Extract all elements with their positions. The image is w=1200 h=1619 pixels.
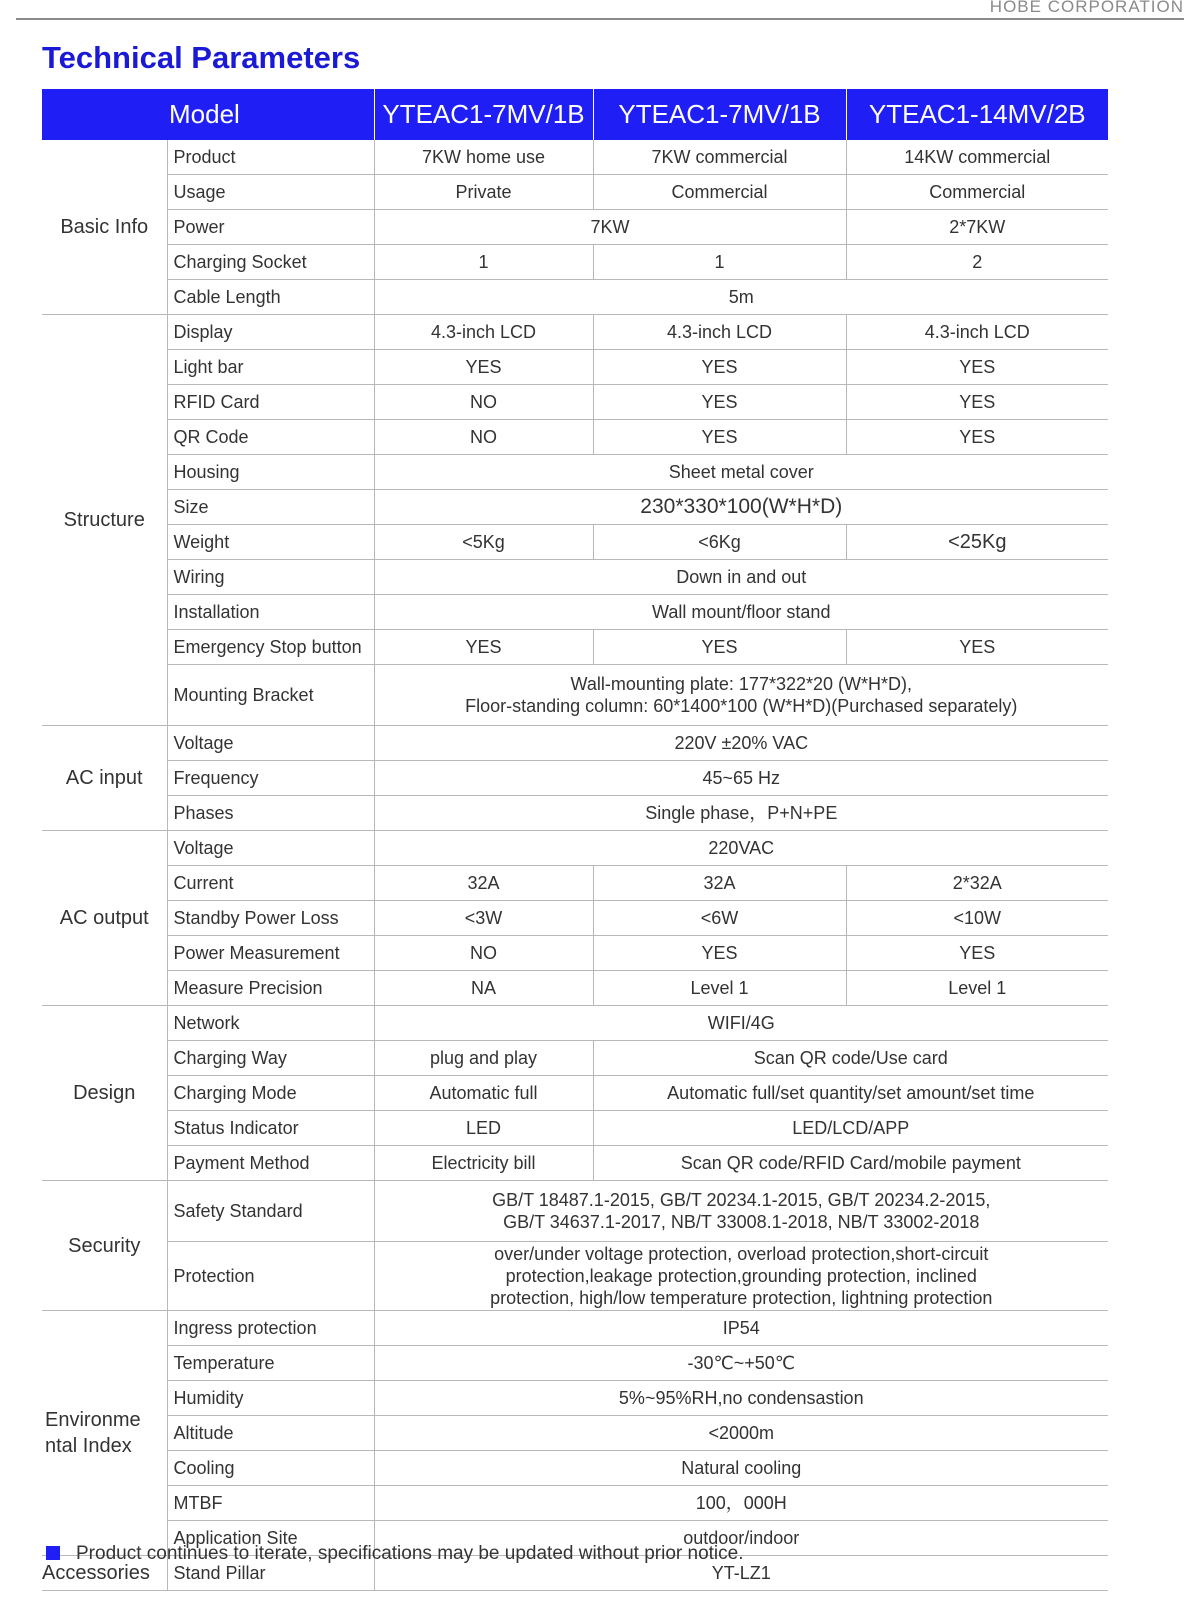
param-label: Measure Precision [167, 971, 374, 1006]
value-cell: Scan QR code/RFID Card/mobile payment [593, 1146, 1108, 1181]
value-cell: Electricity bill [374, 1146, 593, 1181]
table-row [42, 1006, 1108, 1041]
header-divider [16, 18, 1184, 20]
value-cell: Automatic full/set quantity/set amount/set time [593, 1076, 1108, 1111]
value-cell: Natural cooling [374, 1451, 1108, 1486]
table-row [42, 901, 1108, 936]
category-label: AC input [42, 726, 167, 831]
value-cell: 7KW home use [374, 140, 593, 175]
table-row [42, 490, 1108, 525]
table-row [42, 726, 1108, 761]
value-cell: Sheet metal cover [374, 455, 1108, 490]
table-row [42, 630, 1108, 665]
value-cell: 100，000H [374, 1486, 1108, 1521]
param-label: Light bar [167, 350, 374, 385]
value-cell: 4.3-inch LCD [593, 315, 846, 350]
table-row [42, 525, 1108, 560]
value-cell: Private [374, 175, 593, 210]
param-label: Installation [167, 595, 374, 630]
param-label: Protection [167, 1242, 374, 1311]
param-label: Safety Standard [167, 1181, 374, 1242]
param-label: Power Measurement [167, 936, 374, 971]
value-cell: YES [846, 936, 1108, 971]
value-cell: 32A [374, 866, 593, 901]
value-line: protection,leakage protection,grounding protection, inclined [505, 1266, 977, 1286]
table-row [42, 1486, 1108, 1521]
value-cell: YES [846, 385, 1108, 420]
value-cell: YES [593, 630, 846, 665]
value-cell: outdoor/indoor [374, 1521, 1108, 1556]
value-cell: 14KW commercial [846, 140, 1108, 175]
value-cell: <5Kg [374, 525, 593, 560]
value-cell: LED/LCD/APP [593, 1111, 1108, 1146]
table-row [42, 1111, 1108, 1146]
value-cell: Automatic full [374, 1076, 593, 1111]
value-cell: -30℃~+50℃ [374, 1346, 1108, 1381]
param-label: Mounting Bracket [167, 665, 374, 726]
value-cell [374, 665, 1108, 726]
value-cell: YES [374, 630, 593, 665]
value-cell: YES [374, 350, 593, 385]
value-cell: <6W [593, 901, 846, 936]
value-cell: YES [846, 350, 1108, 385]
value-cell: NO [374, 385, 593, 420]
param-label: Charging Way [167, 1041, 374, 1076]
category-label: Security [42, 1181, 167, 1311]
table-row [42, 831, 1108, 866]
value-cell: 220V ±20% VAC [374, 726, 1108, 761]
table-row [42, 175, 1108, 210]
value-cell: Single phase，P+N+PE [374, 796, 1108, 831]
table-row [42, 1181, 1108, 1242]
footnote-text: Product continues to iterate, specifications may be updated without prior notice. [76, 1543, 744, 1564]
value-cell: 5m [374, 280, 1108, 315]
value-cell: 2 [846, 245, 1108, 280]
table-row [42, 1451, 1108, 1486]
table-row [42, 455, 1108, 490]
header-model-3: YTEAC1-14MV/2B [846, 89, 1108, 140]
page-title: Technical Parameters [42, 40, 361, 75]
value-cell: 230*330*100(W*H*D) [374, 490, 1108, 525]
category-label: Basic Info [42, 140, 167, 315]
table-row [42, 1346, 1108, 1381]
param-label: Charging Socket [167, 245, 374, 280]
table-row [42, 280, 1108, 315]
category-label: Design [42, 1006, 167, 1181]
param-label: Emergency Stop button [167, 630, 374, 665]
brand-name: HOBE CORPORATION [989, 0, 1184, 16]
table-row [42, 385, 1108, 420]
value-line: GB/T 34637.1-2017, NB/T 33008.1-2018, NB/T 33002-2018 [503, 1212, 980, 1232]
header-model-2: YTEAC1-7MV/1B [593, 89, 846, 140]
value-cell: 5%~95%RH,no condensastion [374, 1381, 1108, 1416]
value-cell: YES [593, 936, 846, 971]
value-cell: YES [593, 350, 846, 385]
table-row [42, 1381, 1108, 1416]
param-label: Voltage [167, 831, 374, 866]
value-line: Wall-mounting plate: 177*322*20 (W*H*D), [570, 674, 913, 694]
value-cell: 1 [374, 245, 593, 280]
table-row [42, 315, 1108, 350]
category-label-line: ntal Index [45, 1435, 132, 1457]
value-cell: Down in and out [374, 560, 1108, 595]
table-row [42, 245, 1108, 280]
table-row [42, 971, 1108, 1006]
table-row [42, 1041, 1108, 1076]
category-label: Accessories [42, 1556, 167, 1591]
value-cell: <10W [846, 901, 1108, 936]
table-row [42, 595, 1108, 630]
table-row [42, 665, 1108, 726]
param-label: Standby Power Loss [167, 901, 374, 936]
table-row [42, 210, 1108, 245]
header-model-label: Model [42, 89, 374, 140]
value-line: protection, high/low temperature protection, lightning protection [490, 1288, 993, 1308]
value-cell: YES [846, 630, 1108, 665]
param-label: Network [167, 1006, 374, 1041]
param-label: Ingress protection [167, 1311, 374, 1346]
value-cell: 2*32A [846, 866, 1108, 901]
table-row [42, 796, 1108, 831]
table-header-row [42, 89, 1108, 140]
param-label: Wiring [167, 560, 374, 595]
param-label: Current [167, 866, 374, 901]
value-line: GB/T 18487.1-2015, GB/T 20234.1-2015, GB/T 20234.2-2015, [492, 1190, 991, 1210]
table-row [42, 140, 1108, 175]
table-row [42, 761, 1108, 796]
param-label: Housing [167, 455, 374, 490]
value-cell: NA [374, 971, 593, 1006]
table-row [42, 866, 1108, 901]
value-cell: 7KW commercial [593, 140, 846, 175]
category-label: AC output [42, 831, 167, 1006]
value-cell: YT-LZ1 [374, 1556, 1108, 1591]
value-cell: 1 [593, 245, 846, 280]
value-cell: <6Kg [593, 525, 846, 560]
param-label: Cable Length [167, 280, 374, 315]
value-cell: NO [374, 420, 593, 455]
param-label: Usage [167, 175, 374, 210]
value-cell: 7KW [374, 210, 846, 245]
value-cell: 45~65 Hz [374, 761, 1108, 796]
header-model-1: YTEAC1-7MV/1B [374, 89, 593, 140]
param-label: Temperature [167, 1346, 374, 1381]
table-row [42, 1242, 1108, 1311]
value-cell: 2*7KW [846, 210, 1108, 245]
value-cell [374, 1242, 1108, 1311]
square-bullet-icon [46, 1546, 60, 1560]
table-row [42, 1076, 1108, 1111]
table-row [42, 1311, 1108, 1346]
value-cell: YES [593, 420, 846, 455]
value-cell: Level 1 [593, 971, 846, 1006]
param-label: Cooling [167, 1451, 374, 1486]
param-label: Size [167, 490, 374, 525]
value-line: over/under voltage protection, overload protection,short-circuit [494, 1244, 989, 1264]
category-label: Structure [42, 315, 167, 726]
value-cell: 220VAC [374, 831, 1108, 866]
param-label: Frequency [167, 761, 374, 796]
param-label: Power [167, 210, 374, 245]
category-label-line: Environme [45, 1409, 141, 1431]
value-cell: Scan QR code/Use card [593, 1041, 1108, 1076]
value-cell: IP54 [374, 1311, 1108, 1346]
value-cell: <25Kg [846, 525, 1108, 560]
param-label: Altitude [167, 1416, 374, 1451]
value-line: Floor-standing column: 60*1400*100 (W*H*D)(Purchased separately) [465, 696, 1018, 716]
param-label: QR Code [167, 420, 374, 455]
value-cell: Level 1 [846, 971, 1108, 1006]
param-label: Voltage [167, 726, 374, 761]
param-label: Stand Pillar [167, 1556, 374, 1591]
value-cell: <2000m [374, 1416, 1108, 1451]
param-label: Humidity [167, 1381, 374, 1416]
table-row [42, 350, 1108, 385]
value-cell: YES [846, 420, 1108, 455]
value-cell: Wall mount/floor stand [374, 595, 1108, 630]
value-cell: 4.3-inch LCD [846, 315, 1108, 350]
param-label: Phases [167, 796, 374, 831]
param-label: MTBF [167, 1486, 374, 1521]
spec-table [42, 89, 1108, 1591]
category-label [42, 1311, 167, 1556]
param-label: Display [167, 315, 374, 350]
table-row [42, 936, 1108, 971]
value-cell: YES [593, 385, 846, 420]
param-label: Product [167, 140, 374, 175]
param-label: RFID Card [167, 385, 374, 420]
table-row [42, 1146, 1108, 1181]
param-label: Weight [167, 525, 374, 560]
value-cell: Commercial [846, 175, 1108, 210]
value-cell: NO [374, 936, 593, 971]
table-row [42, 1416, 1108, 1451]
value-cell [374, 1181, 1108, 1242]
param-label: Payment Method [167, 1146, 374, 1181]
table-row [42, 560, 1108, 595]
value-cell: 4.3-inch LCD [374, 315, 593, 350]
value-cell: Commercial [593, 175, 846, 210]
table-row [42, 420, 1108, 455]
value-cell: plug and play [374, 1041, 593, 1076]
param-label: Application Site [167, 1521, 374, 1556]
value-cell: LED [374, 1111, 593, 1146]
value-cell: <3W [374, 901, 593, 936]
value-cell: WIFI/4G [374, 1006, 1108, 1041]
param-label: Status Indicator [167, 1111, 374, 1146]
footnote [46, 1543, 744, 1565]
value-cell: 32A [593, 866, 846, 901]
param-label: Charging Mode [167, 1076, 374, 1111]
